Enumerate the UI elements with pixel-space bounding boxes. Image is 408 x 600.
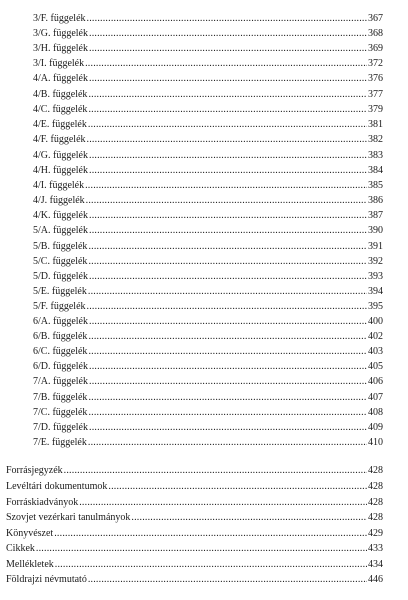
toc-entry xyxy=(6,511,383,524)
entry-label: 6/A. függelék xyxy=(33,316,88,327)
dot-leader xyxy=(54,527,367,540)
entry-page-number: 403 xyxy=(368,346,383,357)
entry-label: 7/B. függelék xyxy=(33,392,88,403)
toc-entry xyxy=(33,224,383,237)
entry-page-number: 379 xyxy=(368,104,383,115)
dot-leader xyxy=(85,179,367,192)
dot-leader xyxy=(79,496,367,509)
entry-label: 6/B. függelék xyxy=(33,331,88,342)
entry-label: 6/C. függelék xyxy=(33,346,88,357)
entry-page-number: 369 xyxy=(368,43,383,54)
entry-label: 4/G. függelék xyxy=(33,150,88,161)
entry-label: 4/B. függelék xyxy=(33,89,88,100)
entry-page-number: 394 xyxy=(368,286,383,297)
toc-entry xyxy=(33,330,383,343)
entry-page-number: 386 xyxy=(368,195,383,206)
dot-leader xyxy=(89,42,367,55)
dot-leader xyxy=(89,149,367,162)
dot-leader xyxy=(64,464,367,477)
entry-label: Forrásjegyzék xyxy=(6,465,63,476)
dot-leader xyxy=(88,345,367,358)
dot-leader xyxy=(36,542,367,555)
toc-entry xyxy=(6,480,383,493)
dot-leader xyxy=(108,480,367,493)
toc-entry xyxy=(33,27,383,40)
entry-label: Szovjet vezérkari tanulmányok xyxy=(6,512,131,523)
toc-entry xyxy=(33,421,383,434)
dot-leader xyxy=(89,270,367,283)
toc-entry xyxy=(33,149,383,162)
entry-label: 3/G. függelék xyxy=(33,28,88,39)
dot-leader xyxy=(89,224,367,237)
toc-entry xyxy=(33,285,383,298)
entry-label: 5/A. függelék xyxy=(33,225,88,236)
dot-leader xyxy=(131,511,367,524)
entry-page-number: 400 xyxy=(368,316,383,327)
toc-entry xyxy=(33,57,383,70)
toc-entry xyxy=(33,315,383,328)
dot-leader xyxy=(89,72,367,85)
entry-page-number: 446 xyxy=(368,574,383,585)
entry-label: 6/D. függelék xyxy=(33,361,88,372)
entry-page-number: 368 xyxy=(368,28,383,39)
dot-leader xyxy=(89,164,367,177)
dot-leader xyxy=(89,421,367,434)
entry-page-number: 406 xyxy=(368,376,383,387)
toc-entry xyxy=(33,209,383,222)
toc-entry xyxy=(33,133,383,146)
dot-leader xyxy=(88,436,367,449)
dot-leader xyxy=(88,330,367,343)
entry-label: 5/D. függelék xyxy=(33,271,88,282)
entry-page-number: 428 xyxy=(368,497,383,508)
entry-page-number: 372 xyxy=(368,58,383,69)
entry-page-number: 381 xyxy=(368,119,383,130)
entry-page-number: 434 xyxy=(368,559,383,570)
toc-entry xyxy=(33,375,383,388)
entry-page-number: 410 xyxy=(368,437,383,448)
entry-page-number: 390 xyxy=(368,225,383,236)
dot-leader xyxy=(89,375,367,388)
entry-label: Könyvészet xyxy=(6,528,54,539)
entry-page-number: 433 xyxy=(368,543,383,554)
dot-leader xyxy=(89,315,367,328)
dot-leader xyxy=(87,12,367,25)
dot-leader xyxy=(89,27,367,40)
toc-entry xyxy=(33,42,383,55)
entry-label: 4/J. függelék xyxy=(33,195,85,206)
dot-leader xyxy=(87,300,367,313)
entry-label: Cikkek xyxy=(6,543,35,554)
toc-entry xyxy=(33,270,383,283)
entry-label: 3/H. függelék xyxy=(33,43,88,54)
entry-page-number: 382 xyxy=(368,134,383,145)
entry-page-number: 392 xyxy=(368,256,383,267)
toc-entry xyxy=(6,527,383,540)
entry-page-number: 385 xyxy=(368,180,383,191)
entry-page-number: 408 xyxy=(368,407,383,418)
entry-label: 5/F. függelék xyxy=(33,301,86,312)
entry-page-number: 391 xyxy=(368,241,383,252)
toc-entry xyxy=(6,542,383,555)
dot-leader xyxy=(88,118,367,131)
dot-leader xyxy=(88,255,367,268)
entry-label: 5/E. függelék xyxy=(33,286,87,297)
entry-page-number: 428 xyxy=(368,481,383,492)
entry-page-number: 384 xyxy=(368,165,383,176)
entry-label: Forráskiadványok xyxy=(6,497,79,508)
toc-entry xyxy=(33,436,383,449)
toc-entry xyxy=(6,558,383,571)
entry-label: 7/C. függelék xyxy=(33,407,88,418)
toc-entry xyxy=(33,179,383,192)
dot-leader xyxy=(89,360,367,373)
entry-page-number: 429 xyxy=(368,528,383,539)
dot-leader xyxy=(88,391,367,404)
toc-entry xyxy=(33,164,383,177)
entry-page-number: 428 xyxy=(368,512,383,523)
toc-entry xyxy=(33,88,383,101)
entry-label: 4/E. függelék xyxy=(33,119,87,130)
dot-leader xyxy=(88,573,367,586)
entry-label: 7/A. függelék xyxy=(33,376,88,387)
toc-entry xyxy=(33,300,383,313)
toc-entry xyxy=(33,12,383,25)
entry-page-number: 387 xyxy=(368,210,383,221)
entry-page-number: 376 xyxy=(368,73,383,84)
entry-label: 4/I. függelék xyxy=(33,180,85,191)
dot-leader xyxy=(55,558,367,571)
dot-leader xyxy=(86,194,367,207)
toc-entry xyxy=(6,496,383,509)
entry-label: 5/C. függelék xyxy=(33,256,88,267)
entry-page-number: 395 xyxy=(368,301,383,312)
toc-entry xyxy=(33,72,383,85)
dot-leader xyxy=(88,103,367,116)
entry-page-number: 428 xyxy=(368,465,383,476)
entry-label: Földrajzi névmutató xyxy=(6,574,87,585)
toc-entry xyxy=(33,103,383,116)
entry-page-number: 409 xyxy=(368,422,383,433)
entry-page-number: 402 xyxy=(368,331,383,342)
entry-page-number: 377 xyxy=(368,89,383,100)
dot-leader xyxy=(88,406,367,419)
entry-page-number: 367 xyxy=(368,13,383,24)
toc-entry xyxy=(33,194,383,207)
entry-label: 4/K. függelék xyxy=(33,210,88,221)
entry-label: 4/C. függelék xyxy=(33,104,88,115)
dot-leader xyxy=(85,57,367,70)
toc-entry xyxy=(6,573,383,586)
entry-label: 7/D. függelék xyxy=(33,422,88,433)
entry-label: 4/A. függelék xyxy=(33,73,88,84)
toc-entry xyxy=(33,240,383,253)
entry-label: 4/H. függelék xyxy=(33,165,88,176)
toc-entry xyxy=(33,406,383,419)
toc-entry xyxy=(6,464,383,477)
toc-entry xyxy=(33,118,383,131)
entry-page-number: 383 xyxy=(368,150,383,161)
dot-leader xyxy=(87,133,367,146)
entry-label: 4/F. függelék xyxy=(33,134,86,145)
toc-entry xyxy=(33,391,383,404)
dot-leader xyxy=(88,88,367,101)
toc-entry xyxy=(33,345,383,358)
entry-label: 7/E. függelék xyxy=(33,437,87,448)
entry-label: 3/F. függelék xyxy=(33,13,86,24)
entry-page-number: 405 xyxy=(368,361,383,372)
dot-leader xyxy=(88,240,367,253)
toc-entry xyxy=(33,360,383,373)
entry-label: 3/I. függelék xyxy=(33,58,85,69)
toc-entry xyxy=(33,255,383,268)
entry-page-number: 393 xyxy=(368,271,383,282)
entry-label: Levéltári dokumentumok xyxy=(6,481,108,492)
entry-label: 5/B. függelék xyxy=(33,241,88,252)
dot-leader xyxy=(88,285,367,298)
dot-leader xyxy=(89,209,367,222)
entry-page-number: 407 xyxy=(368,392,383,403)
entry-label: Mellékletek xyxy=(6,559,54,570)
